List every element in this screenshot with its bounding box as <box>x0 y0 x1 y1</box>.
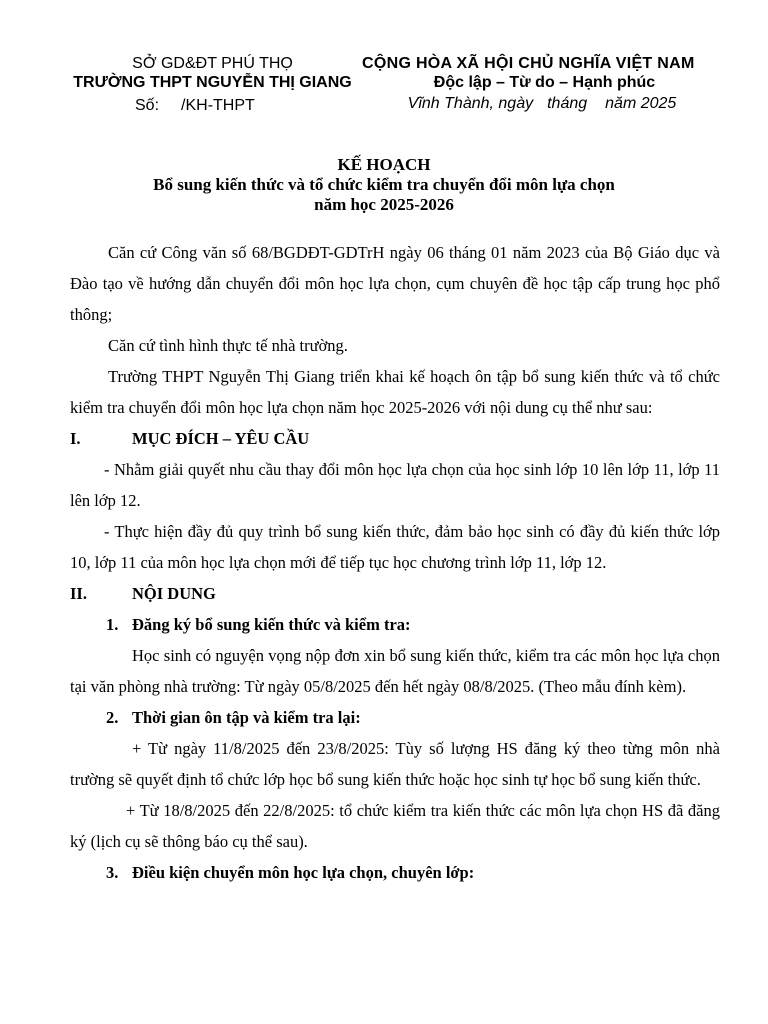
subsection-title: Đăng ký bổ sung kiến thức và kiểm tra: <box>132 615 411 634</box>
document-number <box>70 96 355 115</box>
paragraph-basis-2: Căn cứ tình hình thực tế nhà trường. <box>108 336 348 355</box>
national-motto: Độc lập – Từ do – Hạnh phúc <box>433 74 656 91</box>
subsection-heading-2 <box>70 702 720 733</box>
section-title: NỘI DUNG <box>132 584 216 603</box>
title-subject: Bổ sung kiến thức và tổ chức kiểm tra chuyển đổi môn lựa chọn <box>153 175 615 194</box>
section-title: MỤC ĐÍCH – YÊU CẦU <box>132 429 310 448</box>
subsection-title: Thời gian ôn tập và kiểm tra lại: <box>132 708 361 727</box>
issuer-block <box>70 54 355 115</box>
bullet-purpose-1: - Nhằm giải quyết nhu cầu thay đổi môn học lựa chọn của học sinh lớp 10 lên lớp 11, lớp 11 lên lớp 12. <box>70 460 720 510</box>
subsection-number: 1. <box>106 615 119 634</box>
issue-date <box>362 94 707 113</box>
section-number: II. <box>70 584 87 603</box>
date-year: năm 2025 <box>605 95 677 112</box>
document-body <box>70 237 720 888</box>
document-title <box>0 155 768 215</box>
school-name: TRƯỜNG THPT NGUYỄN THỊ GIANG <box>73 74 352 91</box>
subsection-heading-3 <box>70 857 720 888</box>
title-year: năm học 2025-2026 <box>314 195 454 214</box>
number-prefix: Số: <box>135 97 160 114</box>
national-heading <box>362 54 707 113</box>
paragraph-schedule-exam: + Từ 18/8/2025 đến 22/8/2025: tổ chức kiểm tra kiến thức các môn lựa chọn HS đã đăng ký (lịch cụ sẽ thông báo cụ thể sau). <box>70 801 720 851</box>
paragraph-basis-1: Căn cứ Công văn số 68/BGDĐT-GDTrH ngày 06 tháng 01 năm 2023 của Bộ Giáo dục và Đào tạo về hướng dẫn chuyển đổi môn học lựa chọn, cụm chuyên đề học tập cấp trung học phổ thông; <box>70 243 720 324</box>
number-suffix: /KH-THPT <box>181 97 255 114</box>
bullet-purpose-2: - Thực hiện đầy đủ quy trình bổ sung kiến thức, đảm bảo học sinh có đầy đủ kiến thức lớp 10, lớp 11 của môn học lựa chọn mới để tiếp tục học chương trình lớp 11, lớp 12. <box>70 522 720 572</box>
subsection-title: Điều kiện chuyển môn học lựa chọn, chuyên lớp: <box>132 863 475 882</box>
date-place: Vĩnh Thành, ngày <box>407 95 534 112</box>
subsection-number: 2. <box>106 708 119 727</box>
section-number: I. <box>70 429 81 448</box>
subsection-heading-1 <box>70 609 720 640</box>
section-heading-2 <box>70 578 720 609</box>
department-name: SỞ GD&ĐT PHÚ THỌ <box>132 55 293 72</box>
section-heading-1 <box>70 423 720 454</box>
subsection-number: 3. <box>106 863 119 882</box>
title-main: KẾ HOẠCH <box>337 155 431 174</box>
paragraph-registration: Học sinh có nguyện vọng nộp đơn xin bổ sung kiến thức, kiểm tra các môn học lựa chọn tại văn phòng nhà trường: Từ ngày 05/8/2025 đến hết ngày 08/8/2025. (Theo mẫu đính kèm). <box>70 646 720 696</box>
paragraph-intro: Trường THPT Nguyễn Thị Giang triển khai kế hoạch ôn tập bổ sung kiến thức và tổ chức kiểm tra chuyển đổi môn học lựa chọn năm học 2025-2026 với nội dung cụ thể như sau: <box>70 367 720 417</box>
paragraph-schedule-review: + Từ ngày 11/8/2025 đến 23/8/2025: Tùy số lượng HS đăng ký theo từng môn nhà trường sẽ quyết định tổ chức lớp học bổ sung kiến thức hoặc học sinh tự học bổ sung kiến thức. <box>70 739 720 789</box>
country-name: CỘNG HÒA XÃ HỘI CHỦ NGHĨA VIỆT NAM <box>362 55 695 72</box>
date-month: tháng <box>547 95 588 112</box>
